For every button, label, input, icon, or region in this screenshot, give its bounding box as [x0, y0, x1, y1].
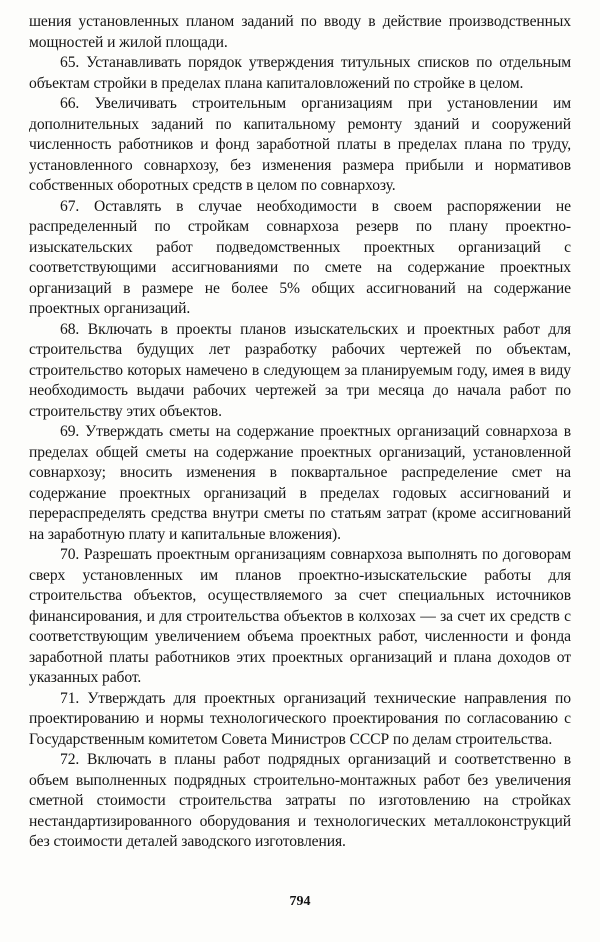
paragraph-item-68: 68. Включать в проекты планов изыскательских и проектных работ для строительства будущих лет разработку рабочих чертежей по объектам, строительство которых намечено в следующем за планируемым году, имея в виду необходимость выдачи рабочих чертежей за три месяца до начала работ по строительству этих объектов. [29, 320, 571, 420]
paragraph-item-72: 72. Включать в планы работ подрядных организаций и соответственно в объем выполненных подрядных строительно-монтажных работ без увеличения сметной стоимости строительства затраты по изготовлению на стройках нестандартизированного оборудования и технологических металлоконструкций без стоимости деталей заводского изготовления. [29, 751, 571, 850]
page-number: 794 [289, 894, 311, 909]
paragraph-item-70: 70. Разрешать проектным организациям совнархоза выполнять по договорам сверх установленных им планов проектно-изыскательские работы для строительства объектов, осуществляемого за счет специальных источников финансирования, и для строительства объектов в колхозах — за счет их средств с соответствующим увеличением объема проектных работ, численности и фонда заработной платы работников этих проектных организаций и плана доходов от указанных работ. [29, 546, 571, 686]
body-text [29, 12, 571, 853]
paragraph-item-65: 65. Устанавливать порядок утверждения титульных списков по отдельным объектам стройки в пределах плана капиталовложений по стройке в целом. [29, 54, 571, 92]
paragraph-item-71: 71. Утверждать для проектных организаций технические направления по проектированию и нормы технологического проектирования по согласованию с Государственным комитетом Совета Министров СССР по делам строительства. [29, 689, 571, 748]
paragraph-item-69: 69. Утверждать сметы на содержание проектных организаций совнархоза в пределах общей сметы на содержание проектных организаций, установленной совнархозу; вносить изменения в поквартальное распределение смет на содержание проектных организаций в пределах годовых ассигнований и перераспределять средства внутри сметы по статьям затрат (кроме ассигнований на заработную плату и капитальные вложения). [29, 423, 571, 543]
paragraph-item-67: 67. Оставлять в случае необходимости в своем распоряжении не распределенный по стройкам совнархоза резерв по плану проектно-изыскательских работ подведомственных проектных организаций с соответствующими ассигнованиями по смете на содержание проектных организаций в размере не более 5% общих ассигнований на содержание проектных организаций. [29, 197, 571, 317]
paragraph-continuation: шения установленных планом заданий по вводу в действие производственных мощностей и жилой площади. [29, 13, 571, 51]
paragraph-item-66: 66. Увеличивать строительным организациям при установлении им дополнительных заданий по капитальному ремонту зданий и сооружений численность работников и фонд заработной платы в пределах плана по труду, установленного совнархозу, без изменения размера прибыли и нормативов собственных оборотных средств в целом по совнархозу. [29, 95, 571, 194]
